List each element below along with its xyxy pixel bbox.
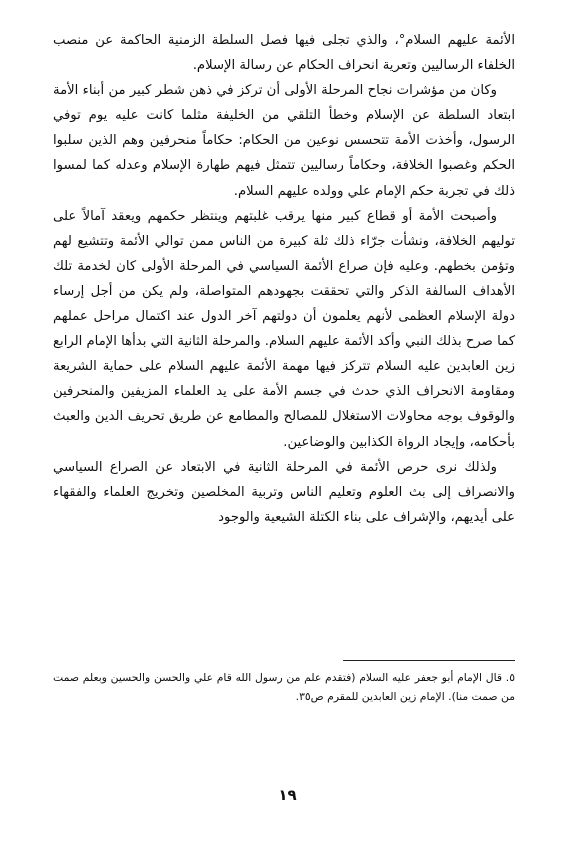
paragraph-4: ولذلك نرى حرص الأئمة في المرحلة الثانية في الابتعاد عن الصراع السياسي والانصراف إلى بث العلوم وتعليم الناس وتربية المخلصين وتخريج العلماء والفقهاء على أيديهم، والإشراف على بناء الكتلة الشيعية والوجود — [53, 459, 515, 525]
footnote-divider — [343, 660, 515, 661]
paragraph-1: الأئمة عليهم السلام°، والذي تجلى فيها فصل السلطة الزمنية الحاكمة عن منصب الخلفاء الرساليين وتعرية انحراف الحكام عن رسالة الإسلام. — [53, 33, 515, 74]
page-number: ١٩ — [278, 786, 297, 804]
footnote: ٥. قال الإمام أبو جعفر عليه السلام (فتقدم علم من رسول الله قام علي والحسن والحسين وبعلم صمت من صمت منا). الإمام زين العابدين للمقرم ص٣٥. — [53, 671, 515, 703]
paragraph-3: وأصبحت الأمة أو قطاع كبير منها يرقب غلبتهم وينتظر حكمهم ويعقد آمالاً على توليهم الخلافة، ونشأت جرّاء ذلك ثلة كبيرة من الناس ممن توالي الأئمة وتتشيع لهم وتؤمن بخطهم. وعليه فإن صراع الأئمة السياسي في المرحلة الأولى كان لخدمة تلك الأهداف السالفة الذكر والتي تحققت بجهودهم المتواصلة، ولم يكن من أجل إرساء دولة الإسلام العظمى لأنهم يعلمون أن دولتهم آخر الدول عند اكتمال مراحل عملهم كما صرح بذلك النبي وأكد الأئمة عليهم السلام. والمرحلة الثانية التي بدأها الإمام الرابع زين العابدين عليه السلام تتركز فيها مهمة الأئمة عليهم السلام على حماية الشريعة ومقاومة الانحراف الذي حدث في جسم الأمة على يد العلماء المزيفين والمنحرفين والوقوف بوجه محاولات الاستغلال للمصالح والمطامع عن طريق تحريف الدين والعبث بأحكامه، وإيجاد الرواة الكذابين والوضاعين. — [53, 208, 515, 450]
body-text — [53, 28, 515, 530]
paragraph-2: وكان من مؤشرات نجاح المرحلة الأولى أن تركز في ذهن شطر كبير من أبناء الأمة ابتعاد السلطة عن الإسلام وخطأ التلقي من الخليفة مثلما كانت عليه يوم توفي الرسول، وأخذت الأمة تتحسس نوعين من الحكام: حكاماً منحرفين وهم الذين سلبوا الحكم وغصبوا الخلافة، وحكاماً رساليين تتمثل فيهم طهارة الإسلام وعدله كما لمسوا ذلك في تجربة حكم الإمام علي وولده عليهم السلام. — [53, 83, 515, 199]
